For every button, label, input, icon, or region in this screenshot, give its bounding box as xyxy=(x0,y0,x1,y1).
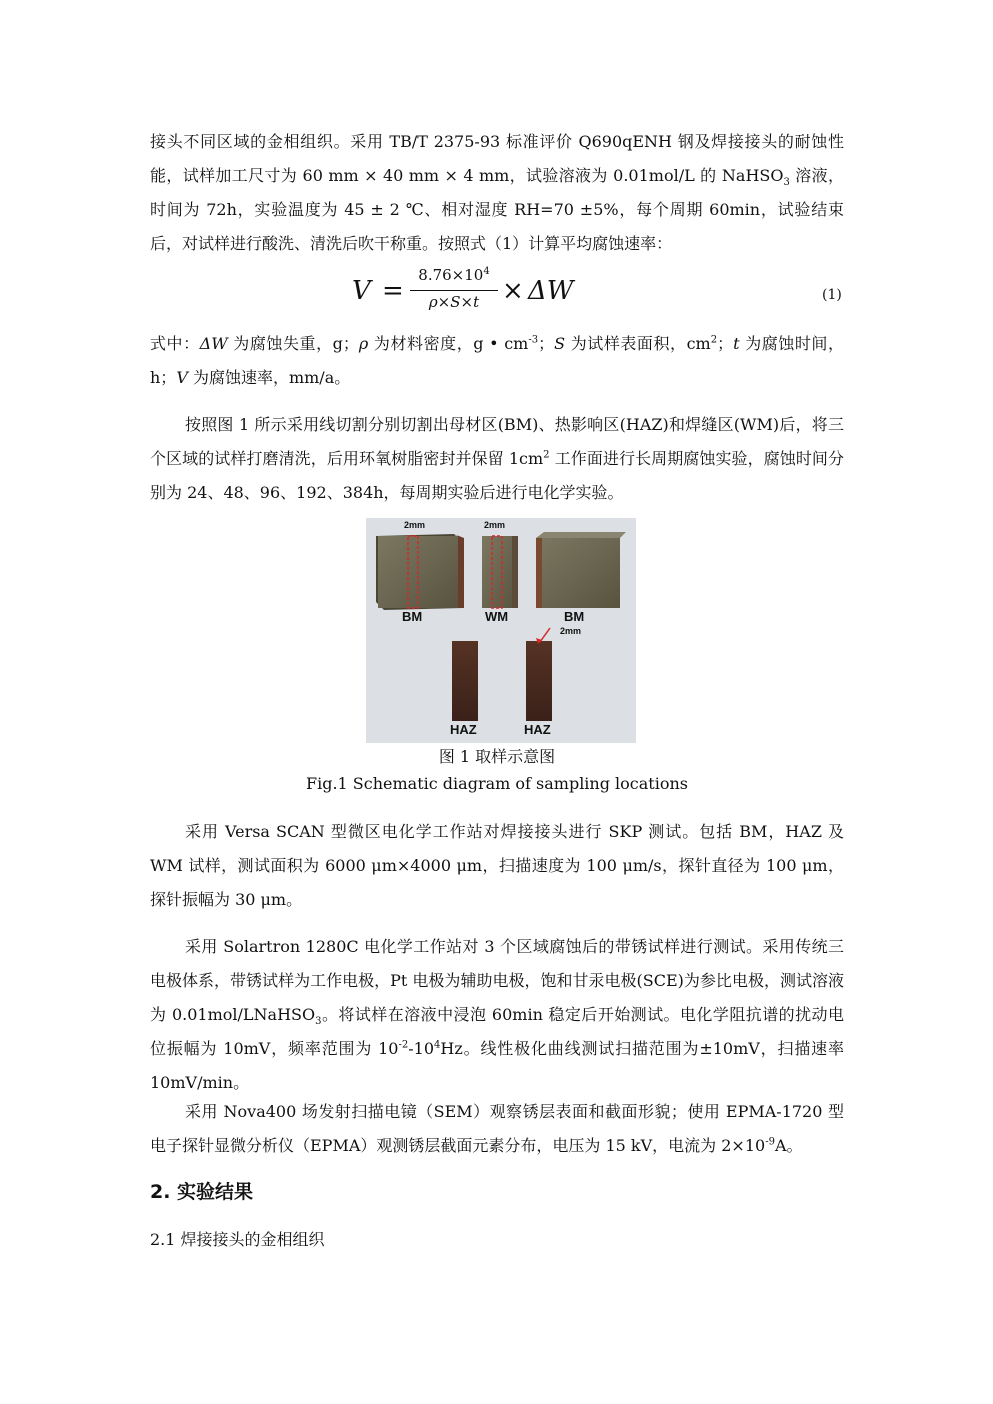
label-bm-right: BM xyxy=(564,609,585,624)
text-run: ； xyxy=(717,334,734,353)
text-run: A。 xyxy=(774,1136,803,1155)
symbol: V xyxy=(176,368,188,387)
haz-right-strip xyxy=(526,641,552,721)
haz-left-strip xyxy=(452,641,478,721)
superscript: -3 xyxy=(528,334,539,346)
corrosion-rate-equation xyxy=(352,262,582,324)
equation-lhs: V xyxy=(352,276,371,306)
text-run: 工作面进行长周期腐蚀实验，腐蚀时间分别为 24、48、96、192、384h，每周期实验后进行电化学实验。 xyxy=(150,449,844,502)
text-run: 为腐蚀时间，h； xyxy=(150,334,844,387)
paragraph-skp-test: 采用 Versa SCAN 型微区电化学工作站对焊接接头进行 SKP 测试。包括 BM，HAZ 及 WM 试样，测试面积为 6000 μm×4000 μm，扫描速度为 100 μm/s，探针直径为 100 μm，探针振幅为 30 μm。 xyxy=(150,822,844,909)
text-run: 为腐蚀失重，g； xyxy=(227,334,359,353)
text-run: 接头不同区域的金相组织。采用 TB/T 2375-93 标准评价 Q690qENH 钢及焊接接头的耐蚀性能，试样加工尺寸为 60 mm × 40 mm × 4 mm，试验溶液为 0.01mol/L 的 NaHSO xyxy=(150,132,844,185)
subsection-heading: 2.1 焊接接头的金相组织 xyxy=(150,1230,325,1249)
text-run: 采用 Nova400 场发射扫描电镜（SEM）观察锈层表面和截面形貌；使用 EPMA-1720 型电子探针显微分析仪（EPMA）观测锈层截面元素分布，电压为 15 kV，电流为 2×10 xyxy=(150,1102,844,1155)
symbol: S xyxy=(554,334,566,353)
paragraph-sem-epma xyxy=(150,1095,844,1163)
dim-label: 2mm xyxy=(560,626,582,636)
text-run: 为试样表面积，cm xyxy=(565,334,711,353)
text-run: 式中： xyxy=(150,334,200,353)
subscript: 3 xyxy=(315,1016,322,1028)
superscript: 2 xyxy=(710,334,718,346)
superscript: -2 xyxy=(398,1039,409,1051)
label-wm: WM xyxy=(485,609,509,624)
text-run: 为材料密度，g • cm xyxy=(368,334,529,353)
equation-equals: = xyxy=(382,276,404,306)
superscript: 4 xyxy=(434,1039,441,1051)
sampling-photo xyxy=(366,518,636,743)
equation-numerator xyxy=(410,266,498,288)
label-haz-right: HAZ xyxy=(524,722,551,737)
symbol: ΔW xyxy=(199,334,228,353)
text-run: 按照图 1 所示采用线切割分别切割出母材区(BM)、热影响区(HAZ)和焊缝区(WM)后，将三个区域的试样打磨清洗，后用环氧树脂密封并保留 1cm xyxy=(150,415,844,468)
subscript: 3 xyxy=(783,177,790,189)
text-run: 采用 Solartron 1280C 电化学工作站对 3 个区域腐蚀后的带锈试样进行测试。采用传统三电极体系，带锈试样为工作电极，Pt 电极为辅助电极，饱和甘汞电极(SCE)为参比电极，测试溶液为 0.01mol/LNaHSO xyxy=(150,937,844,1024)
paragraph-sampling xyxy=(150,408,844,510)
text-run: 。将试样在溶液中浸泡 60min 稳定后开始测试。电化学阻抗谱的扰动电位振幅为 10mV，频率范围为 10 xyxy=(150,1005,844,1058)
paragraph-variable-definitions xyxy=(150,327,844,395)
section-heading: 2. 实验结果 xyxy=(150,1181,254,1203)
fraction-bar xyxy=(410,290,498,291)
bm-right-block xyxy=(536,532,626,608)
equation-denominator: ρ×S×t xyxy=(428,293,480,311)
bm-left-block xyxy=(376,534,464,610)
equation-number: (1) xyxy=(822,287,842,303)
label-haz-left: HAZ xyxy=(450,722,477,737)
symbol: ρ xyxy=(358,334,369,353)
figure-caption-en: Fig.1 Schematic diagram of sampling locations xyxy=(305,774,688,793)
figure-caption-cn: 图 1 取样示意图 xyxy=(438,747,556,766)
equation-fraction xyxy=(410,266,498,311)
sampling-photo-drawing xyxy=(366,518,636,743)
label-bm-left: BM xyxy=(402,609,423,624)
numerator-exponent: 4 xyxy=(483,266,490,277)
paragraph-electrochemical-test xyxy=(150,930,844,1100)
text-run: 溶液，时间为 72h，实验温度为 45 ± 2 ℃、相对湿度 RH=70 ±5%，每个周期 60min，试验结束后，对试样进行酸洗、清洗后吹干称重。按照式（1）计算平均腐蚀速率： xyxy=(150,166,844,253)
paragraph-test-method xyxy=(150,125,844,261)
wm-block xyxy=(482,536,518,608)
numerator-base: 8.76×10 xyxy=(418,266,484,284)
equation-rhs: ΔW xyxy=(528,276,574,306)
dim-label: 2mm xyxy=(404,520,426,530)
superscript: 2 xyxy=(543,449,550,461)
dim-label: 2mm xyxy=(484,520,506,530)
text-run: -10 xyxy=(408,1039,435,1058)
symbol: t xyxy=(733,334,740,353)
text-run: Hz。线性极化曲线测试扫描范围为±10mV，扫描速率 10mV/min。 xyxy=(150,1039,844,1092)
text-run: 为腐蚀速率，mm/a。 xyxy=(187,368,351,387)
text-run: ； xyxy=(538,334,555,353)
equation-times: × xyxy=(502,276,524,306)
superscript: -9 xyxy=(765,1136,775,1148)
